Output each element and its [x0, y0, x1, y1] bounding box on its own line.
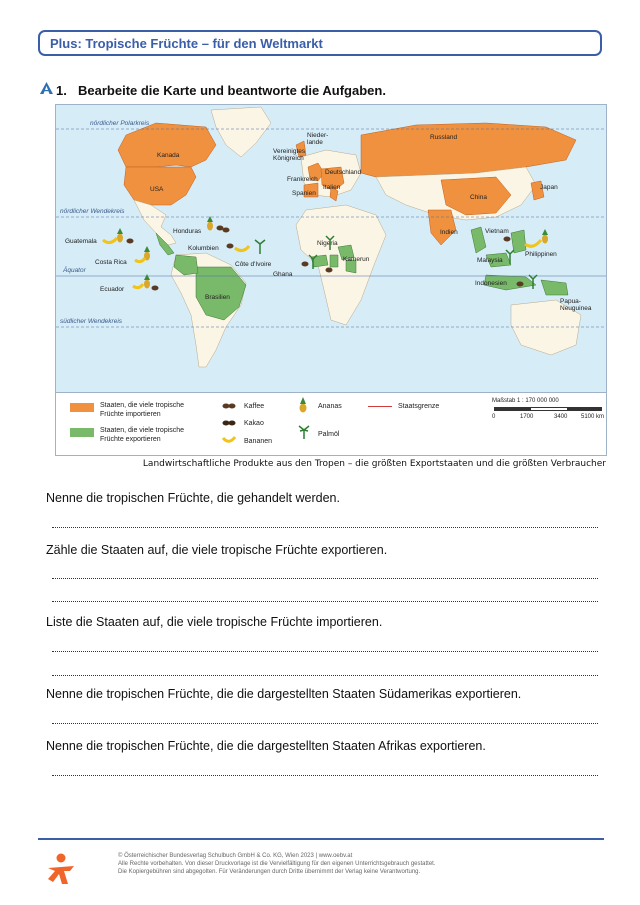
- country-deutschland: Deutschland: [325, 169, 362, 176]
- coffee-bean-icon: [127, 239, 134, 244]
- header-box: [38, 30, 602, 56]
- palm-icon: [529, 275, 537, 289]
- question-1: Nenne die tropischen Früchte, die gehandelt werden.: [46, 491, 340, 505]
- country-guatemala: Guatemala: [65, 238, 97, 245]
- country-honduras: Honduras: [173, 228, 202, 235]
- footer-copyright: © Österreichischer Bundesverlag Schulbuch GmbH & Co. KG, Wien 2023 | www.oebv.at: [118, 853, 353, 859]
- coffee-bean-icon: [302, 262, 309, 267]
- line-label-tropic-north: nördlicher Wendekreis: [60, 208, 125, 215]
- banana-icon: [133, 284, 143, 288]
- answer-line-1[interactable]: [52, 527, 598, 528]
- footer-divider: [38, 838, 604, 840]
- country-malaysia: Malaysia: [477, 257, 503, 264]
- map-caption: Landwirtschaftliche Produkte aus den Tropen – die größten Exportstaaten und die größten Verbraucher: [142, 459, 606, 469]
- palm-icon: [506, 250, 514, 264]
- coffee-bean-icon: [217, 226, 230, 233]
- legend-palmoel-label: Palmöl: [318, 431, 340, 438]
- legend-kakao-label: Kakao: [244, 420, 264, 427]
- scale-tick-1: 1700: [520, 414, 534, 420]
- country-kolumbien: Kolumbien: [188, 245, 219, 252]
- country-kanada: Kanada: [157, 152, 180, 159]
- scale-tick-0: 0: [492, 414, 496, 420]
- question-5: Nenne die tropischen Früchte, die die dargestellten Staaten Afrikas exportieren.: [46, 739, 486, 753]
- country-brasilien: Brasilien: [205, 294, 230, 301]
- pineapple-icon: [542, 229, 548, 244]
- map-legend: [55, 392, 607, 456]
- legend-ananas-label: Ananas: [318, 403, 342, 410]
- country-niederlande: Nieder- lande: [307, 132, 329, 146]
- answer-line-2b[interactable]: [52, 601, 598, 602]
- country-japan: Japan: [540, 184, 558, 191]
- footer-rights: Alle Rechte vorbehalten. Von dieser Druckvorlage ist die Vervielfältigung für den eigenen Unterrichtsgebrauch gestattet.: [118, 861, 436, 867]
- coffee-bean-icon: [504, 237, 511, 242]
- legend-grenze-label: Staatsgrenze: [398, 403, 440, 410]
- coffee-bean-icon: [517, 282, 524, 287]
- answer-line-5[interactable]: [52, 775, 598, 776]
- country-indien: Indien: [440, 229, 458, 236]
- country-philippinen: Philippinen: [525, 251, 557, 258]
- country-spanien: Spanien: [292, 190, 316, 197]
- answer-line-2a[interactable]: [52, 578, 598, 579]
- answer-line-4[interactable]: [52, 723, 598, 724]
- pineapple-icon: [298, 397, 308, 413]
- country-russland: Russland: [430, 134, 458, 141]
- country-usa: USA: [150, 186, 164, 193]
- coffee-bean-icon: [222, 402, 236, 410]
- country-indonesien: Indonesien: [475, 280, 507, 287]
- country-kamerun: Kamerun: [343, 256, 370, 263]
- pineapple-icon: [144, 274, 150, 289]
- banana-icon: [235, 246, 249, 251]
- pineapple-icon: [207, 216, 213, 231]
- legend-border-line: [368, 406, 392, 407]
- question-3: Liste die Staaten auf, die viele tropische Früchte importieren.: [46, 615, 383, 629]
- country-china: China: [470, 194, 487, 201]
- country-frankreich: Frankreich: [287, 176, 318, 183]
- country-papua: Papua- Neuguinea: [560, 298, 592, 312]
- question-4: Nenne die tropischen Früchte, die die dargestellten Staaten Südamerikas exportieren.: [46, 687, 522, 701]
- country-vietnam: Vietnam: [485, 228, 509, 235]
- scale-tick-2: 3400: [554, 414, 568, 420]
- publisher-logo-icon: [44, 852, 78, 886]
- coffee-bean-icon: [152, 286, 159, 291]
- palm-icon: [298, 425, 310, 439]
- page-title: Plus: Tropische Früchte – für den Weltmarkt: [50, 36, 323, 51]
- line-label-arctic: nördlicher Polarkreis: [90, 120, 150, 127]
- banana-icon: [103, 238, 117, 243]
- footer-disclaimer: Die Kopiergebühren sind abgegolten. Für Veränderungen durch Dritte übernimmt der Verlag keine Verantwortung.: [118, 869, 421, 875]
- banana-icon: [525, 240, 541, 246]
- legend-export-label: Staaten, die viele tropische Früchte exportieren: [100, 427, 185, 443]
- cocoa-icon: [222, 419, 236, 427]
- banana-icon: [222, 435, 236, 445]
- task-number: 1.: [56, 83, 67, 98]
- palm-icon: [255, 240, 265, 254]
- scale-label: Maßstab 1 : 170 000 000: [492, 398, 559, 404]
- coffee-bean-icon: [326, 268, 333, 273]
- country-costa-rica: Costa Rica: [95, 259, 127, 266]
- pineapple-icon: [117, 228, 123, 243]
- country-italien: Italien: [323, 184, 341, 191]
- coffee-bean-icon: [227, 244, 234, 249]
- line-label-tropic-south: südlicher Wendekreis: [60, 318, 123, 325]
- legend-swatch-import: [70, 403, 94, 412]
- palm-icon: [309, 255, 317, 269]
- country-vk: Vereinigtes Königreich: [273, 148, 306, 162]
- legend-kaffee-label: Kaffee: [244, 403, 265, 410]
- scale-bar: [494, 407, 602, 411]
- country-ghana: Ghana: [273, 271, 293, 278]
- legend-import-label: Staaten, die viele tropische Früchte importieren: [100, 402, 185, 418]
- task-text: Bearbeite die Karte und beantworte die Aufgaben.: [78, 83, 386, 98]
- banana-icon: [135, 258, 145, 262]
- country-ecuador: Ecuador: [100, 286, 125, 293]
- country-nigeria: Nigeria: [317, 240, 338, 247]
- level-triangle-icon: [40, 82, 53, 94]
- legend-bananen-label: Bananen: [244, 438, 273, 445]
- answer-line-3b[interactable]: [52, 675, 598, 676]
- question-2: Zähle die Staaten auf, die viele tropische Früchte exportieren.: [46, 543, 388, 557]
- palm-icon: [326, 236, 334, 250]
- scale-tick-3: 5100 km: [581, 414, 605, 420]
- legend-swatch-export: [70, 428, 94, 437]
- country-cote: Côte d'Ivoire: [235, 261, 272, 268]
- product-icons-layer: [55, 104, 607, 394]
- line-label-equator: Äquator: [63, 267, 86, 274]
- answer-line-3a[interactable]: [52, 651, 598, 652]
